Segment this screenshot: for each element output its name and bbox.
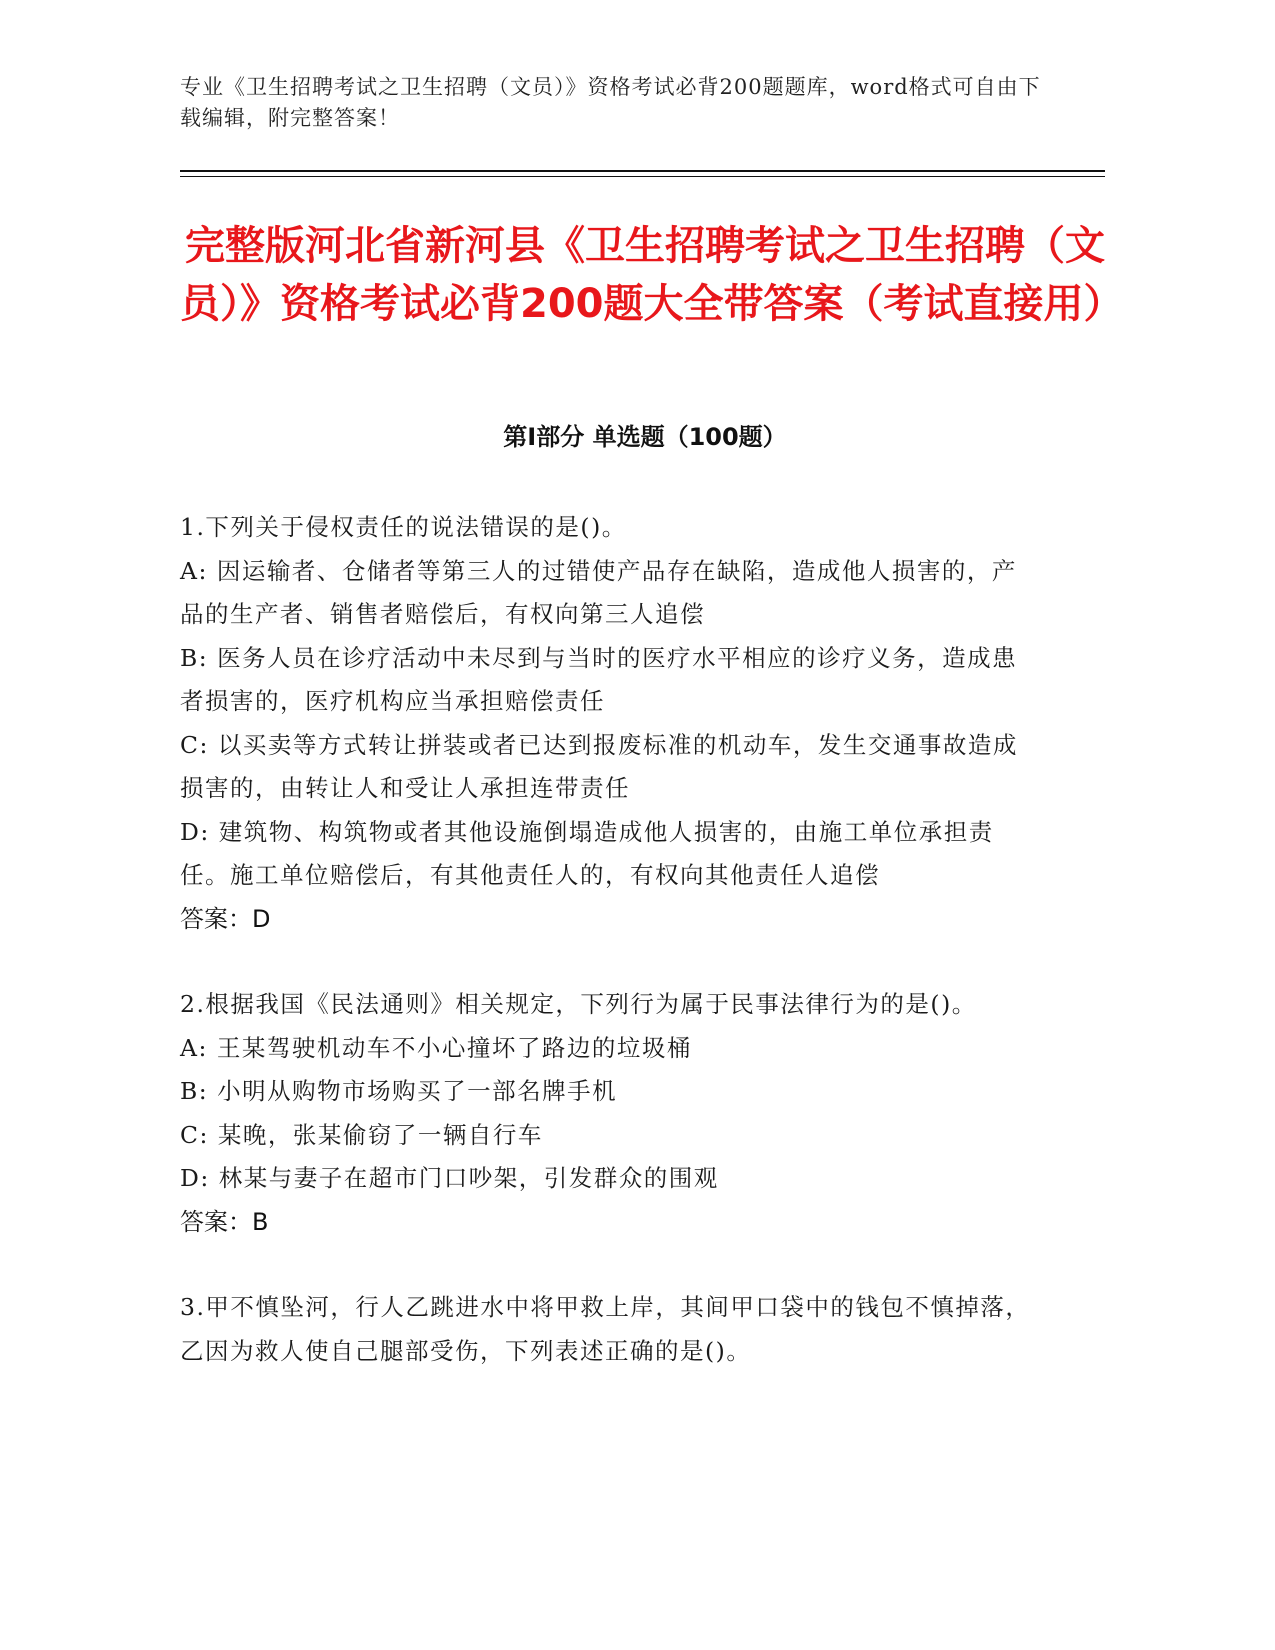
question-list <box>180 506 1040 1415</box>
header-rule-thin <box>180 176 1105 177</box>
section-title: 第Ⅰ部分 单选题（100题） <box>503 423 787 451</box>
question-3 <box>180 1286 1040 1373</box>
question-1 <box>180 506 1040 941</box>
answer: 答案：B <box>180 1207 269 1236</box>
option-b: B: 医务人员在诊疗活动中未尽到与当时的医疗水平相应的诊疗义务，造成患者损害的，医疗机构应当承担赔偿责任 <box>180 643 1018 715</box>
option-d: D: 建筑物、构筑物或者其他设施倒塌造成他人损害的，由施工单位承担责任。施工单位赔偿后，有其他责任人的，有权向其他责任人追偿 <box>180 817 994 889</box>
option-c: C: 以买卖等方式转让拼装或者已达到报废标准的机动车，发生交通事故造成损害的，由转让人和受让人承担连带责任 <box>180 730 1018 802</box>
question-text: 1.下列关于侵权责任的说法错误的是()。 <box>180 513 627 541</box>
header-rule <box>180 170 1105 172</box>
option-a: A: 王某驾驶机动车不小心撞坏了路边的垃圾桶 <box>180 1033 692 1062</box>
question-2 <box>180 983 1040 1244</box>
question-text: 3.甲不慎坠河，行人乙跳进水中将甲救上岸，其间甲口袋中的钱包不慎掉落，乙因为救人使自己腿部受伤，下列表述正确的是()。 <box>180 1293 1031 1365</box>
option-c: C: 某晚，张某偷窃了一辆自行车 <box>180 1120 543 1149</box>
header-note: 专业《卫生招聘考试之卫生招聘（文员）》资格考试必背200题题库，word格式可自由下载编辑，附完整答案！ <box>180 75 1041 130</box>
option-a: A: 因运输者、仓储者等第三人的过错使产品存在缺陷，造成他人损害的，产品的生产者、销售者赔偿后，有权向第三人追偿 <box>180 556 1017 628</box>
option-b: B: 小明从购物市场购买了一部名牌手机 <box>180 1077 618 1105</box>
answer: 答案：D <box>180 904 271 933</box>
question-text: 2.根据我国《民法通则》相关规定，下列行为属于民事法律行为的是()。 <box>180 990 977 1018</box>
option-d: D: 林某与妻子在超市门口吵架，引发群众的围观 <box>180 1164 719 1192</box>
document-title: 完整版河北省新河县《卫生招聘考试之卫生招聘（文员）》资格考试必背200题大全带答案（考试直接用） <box>180 223 1124 327</box>
